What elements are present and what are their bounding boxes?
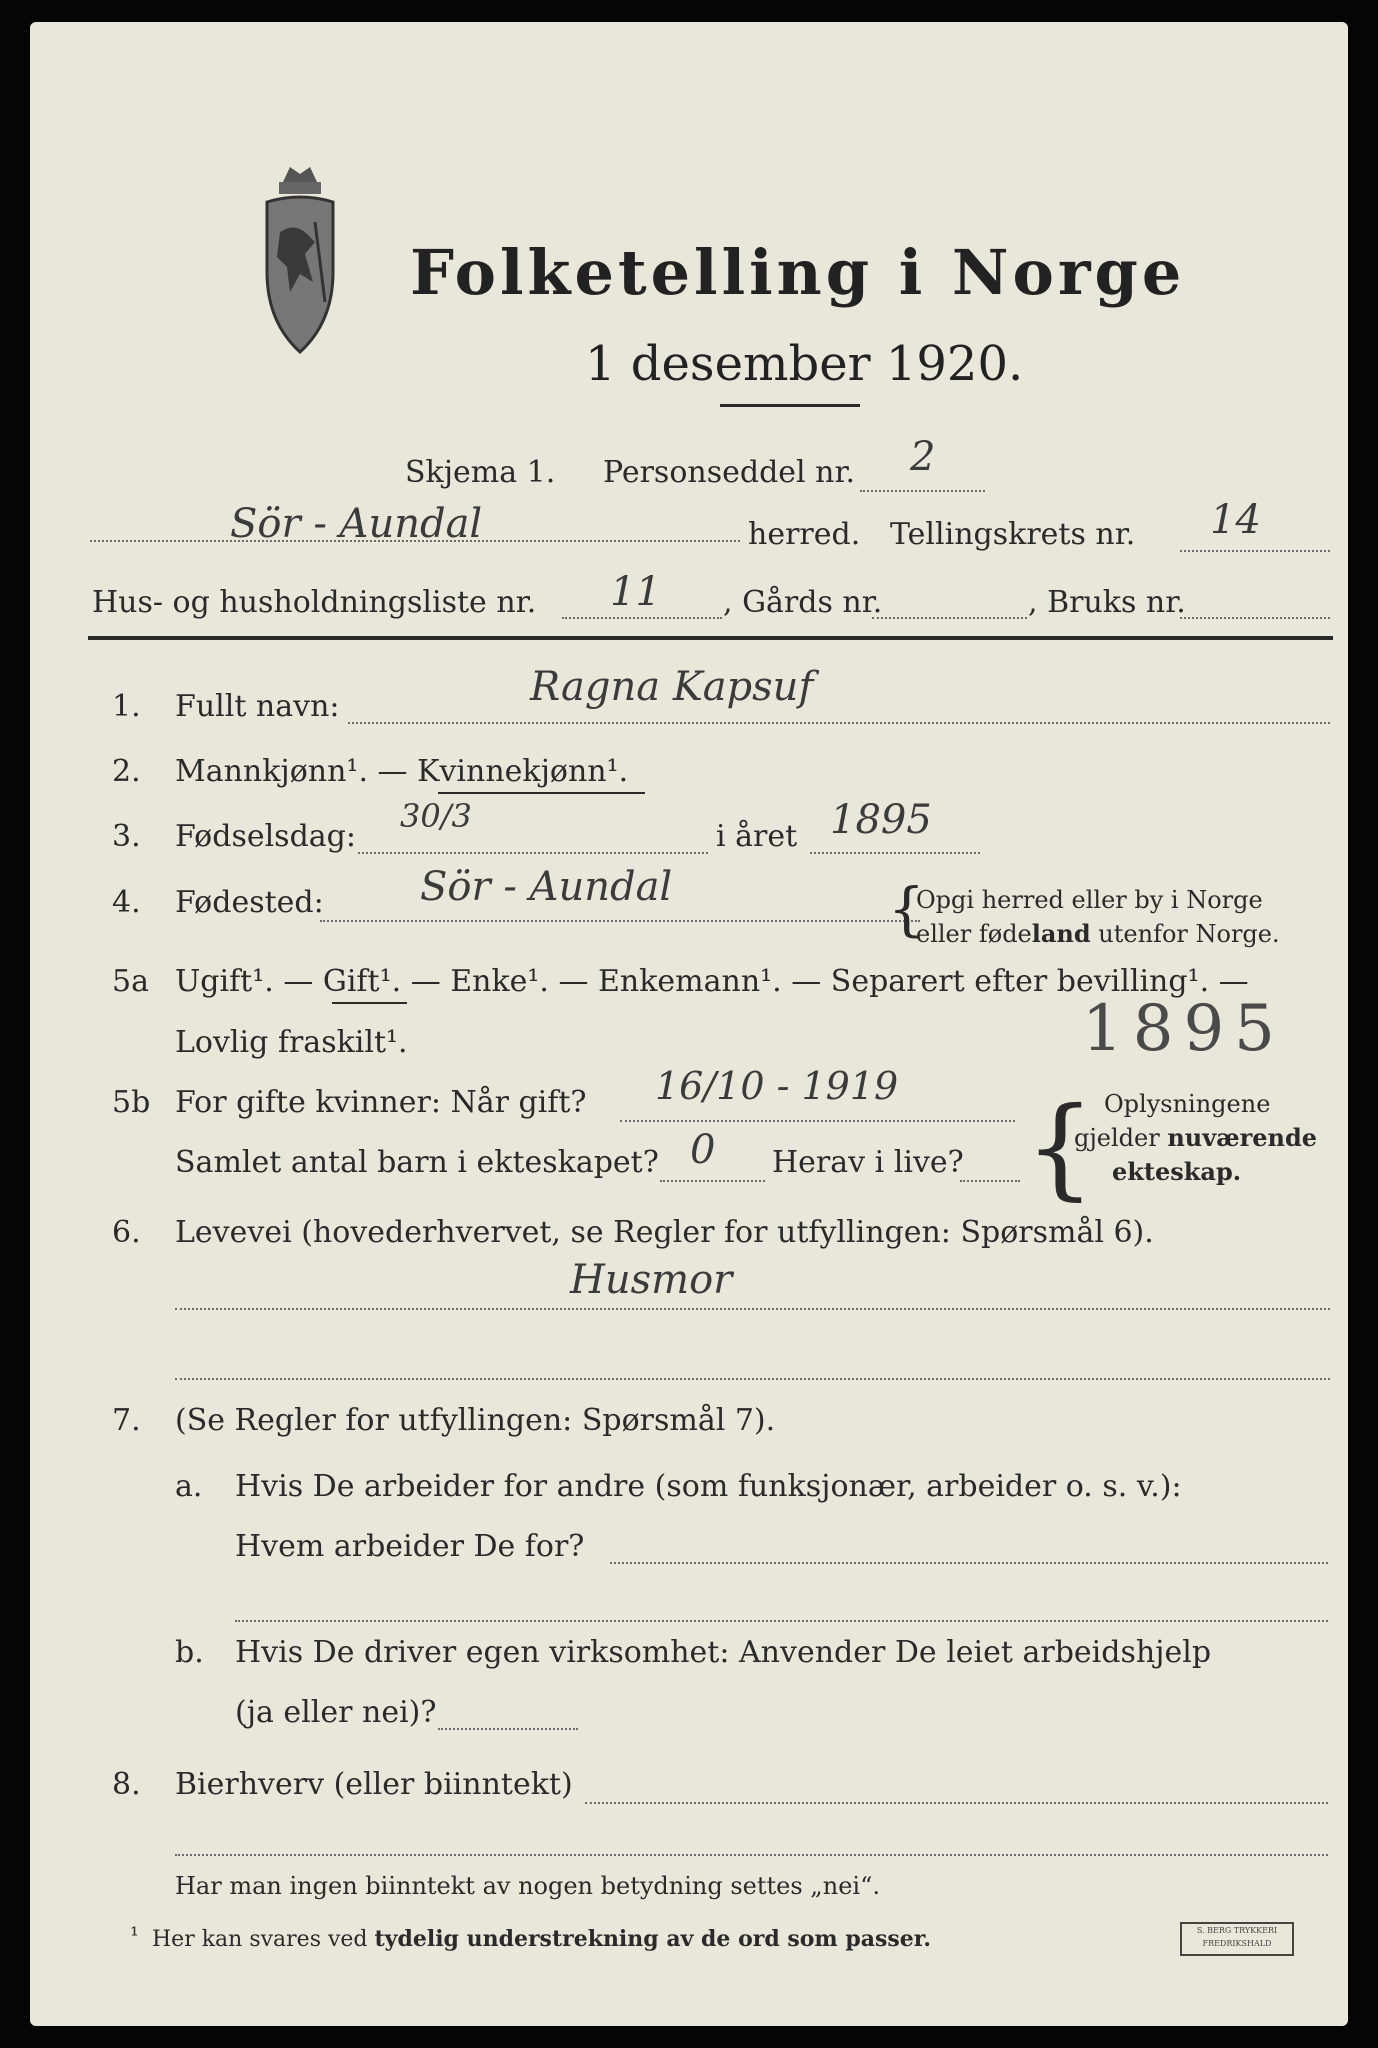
tellingskrets-line <box>1180 550 1330 552</box>
q5b-label: For gifte kvinner: Når gift? <box>175 1085 587 1120</box>
q4-brace: { <box>888 875 925 943</box>
q1-label: Fullt navn: <box>175 689 340 724</box>
q6-number: 6. <box>112 1215 141 1250</box>
bruks-label: , Bruks nr. <box>1028 585 1186 620</box>
q7-label: (Se Regler for utfyllingen: Spørsmål 7). <box>175 1403 776 1438</box>
q5b-line-2 <box>660 1180 765 1182</box>
personseddel-line <box>860 490 985 492</box>
hus-line <box>562 617 722 619</box>
coat-of-arms-icon <box>245 162 355 362</box>
personseddel-value[interactable]: 2 <box>910 434 936 480</box>
q6-label: Levevei (hovederhvervet, se Regler for utfyllingen: Spørsmål 6). <box>175 1215 1154 1250</box>
margin-note: 1895 <box>1082 992 1285 1066</box>
q5b-note-3: ekteskap. <box>1112 1157 1242 1186</box>
header-divider <box>88 636 1333 640</box>
q5a-label: Ugift¹. — Gift¹. — Enke¹. — Enkemann¹. — Separert efter bevilling¹. — <box>175 964 1249 999</box>
q3-number: 3. <box>112 819 141 854</box>
footnote-number: ¹ <box>130 1924 139 1949</box>
q3-year-label: i året <box>716 819 798 854</box>
q5b-label-3: Herav i live? <box>772 1145 964 1180</box>
q5a-label-2: Lovlig fraskilt¹. <box>175 1025 408 1060</box>
q5b-note-2a: gjelder <box>1074 1124 1168 1152</box>
footnote-text-a: Her kan svares ved <box>152 1927 375 1952</box>
q5b-label-2: Samlet antal barn i ekteskapet? <box>175 1145 659 1180</box>
q5b-number: 5b <box>112 1085 151 1120</box>
printer-stamp <box>1180 1922 1294 1956</box>
footnote-text-b: tydelig understrekning av de ord som passer. <box>374 1926 932 1952</box>
q3-label: Fødselsdag: <box>175 819 356 854</box>
q4-note-1: Opgi herred eller by i Norge <box>916 886 1263 914</box>
q2-underline <box>438 792 645 794</box>
q5b-value-2[interactable]: 0 <box>690 1127 716 1173</box>
q5a-underline <box>332 1002 407 1004</box>
q5b-value[interactable]: 16/10 - 1919 <box>655 1064 899 1108</box>
footnote-text <box>152 1928 931 1951</box>
q4-note-2b: land <box>1031 919 1091 948</box>
q5b-note-1: Oplysningene <box>1104 1090 1271 1118</box>
form-date: 1 desember 1920. <box>585 336 1024 392</box>
q1-line <box>348 722 1330 724</box>
q4-label: Fødested: <box>175 885 324 920</box>
q3-line <box>358 852 708 854</box>
gards-line <box>872 617 1027 619</box>
q4-line <box>320 920 920 922</box>
census-form <box>30 22 1348 2026</box>
q7a-number: a. <box>175 1469 203 1504</box>
title-underline <box>720 404 860 407</box>
q5b-line <box>620 1120 1015 1122</box>
q4-number: 4. <box>112 885 141 920</box>
q3-year-line <box>810 852 980 854</box>
q4-note-2 <box>916 919 1280 948</box>
q7b-label-2: (ja eller nei)? <box>235 1695 437 1730</box>
q7a-label-2: Hvem arbeider De for? <box>235 1529 585 1564</box>
q5b-line-3 <box>960 1180 1020 1182</box>
q7b-label: Hvis De driver egen virksomhet: Anvender De leiet arbeidshjelp <box>235 1635 1212 1670</box>
personseddel-label: Personseddel nr. <box>603 455 856 490</box>
bruks-line <box>1180 617 1330 619</box>
q3-value[interactable]: 30/3 <box>400 797 472 835</box>
herred-line <box>90 540 740 542</box>
tellingskrets-value[interactable]: 14 <box>1210 497 1261 543</box>
q5b-note-2b: nuværende <box>1167 1123 1318 1152</box>
herred-label: herred. <box>748 517 861 552</box>
q5a-number: 5a <box>112 964 149 999</box>
stamp-line-1: S. BERG TRYKKERI <box>1196 1926 1278 1935</box>
stamp-line-2: FREDRIKSHALD <box>1202 1939 1272 1948</box>
skjema-label: Skjema 1. <box>405 455 556 490</box>
q2-number: 2. <box>112 754 141 789</box>
q8-number: 8. <box>112 1767 141 1802</box>
q7b-line <box>438 1728 578 1730</box>
q4-note-2c: utenfor Norge. <box>1090 920 1280 948</box>
q6-line-1 <box>175 1308 1330 1310</box>
gards-label: , Gårds nr. <box>723 585 883 620</box>
q2-label: Mannkjønn¹. — Kvinnekjønn¹. <box>175 754 629 789</box>
q4-note-2a: eller føde <box>916 920 1032 948</box>
q7b-number: b. <box>175 1635 204 1670</box>
q8-label: Bierhverv (eller biinntekt) <box>175 1767 573 1802</box>
q1-number: 1. <box>112 689 141 724</box>
q1-value[interactable]: Ragna Kapsuf <box>530 664 814 710</box>
q7a-line-1 <box>610 1562 1328 1564</box>
q6-line-2 <box>175 1378 1330 1380</box>
q8-note: Har man ingen biinntekt av nogen betydning settes „nei“. <box>175 1872 880 1900</box>
q7a-line-2 <box>235 1620 1328 1622</box>
tellingskrets-label: Tellingskrets nr. <box>890 517 1136 552</box>
q5b-brace: { <box>1025 1083 1095 1211</box>
q4-value[interactable]: Sör - Aundal <box>420 864 673 910</box>
q5b-note-2 <box>1074 1123 1318 1152</box>
q7-number: 7. <box>112 1403 141 1438</box>
q8-line-2 <box>175 1854 1328 1856</box>
hus-value[interactable]: 11 <box>610 569 661 615</box>
q3-year-value[interactable]: 1895 <box>830 797 932 843</box>
q7a-label: Hvis De arbeider for andre (som funksjonær, arbeider o. s. v.): <box>235 1469 1182 1504</box>
q6-value[interactable]: Husmor <box>570 1257 733 1303</box>
q8-line-1 <box>585 1802 1328 1804</box>
form-title: Folketelling i Norge <box>410 236 1186 309</box>
herred-value[interactable]: Sör - Aundal <box>230 501 483 547</box>
hus-label: Hus- og husholdningsliste nr. <box>92 585 537 620</box>
